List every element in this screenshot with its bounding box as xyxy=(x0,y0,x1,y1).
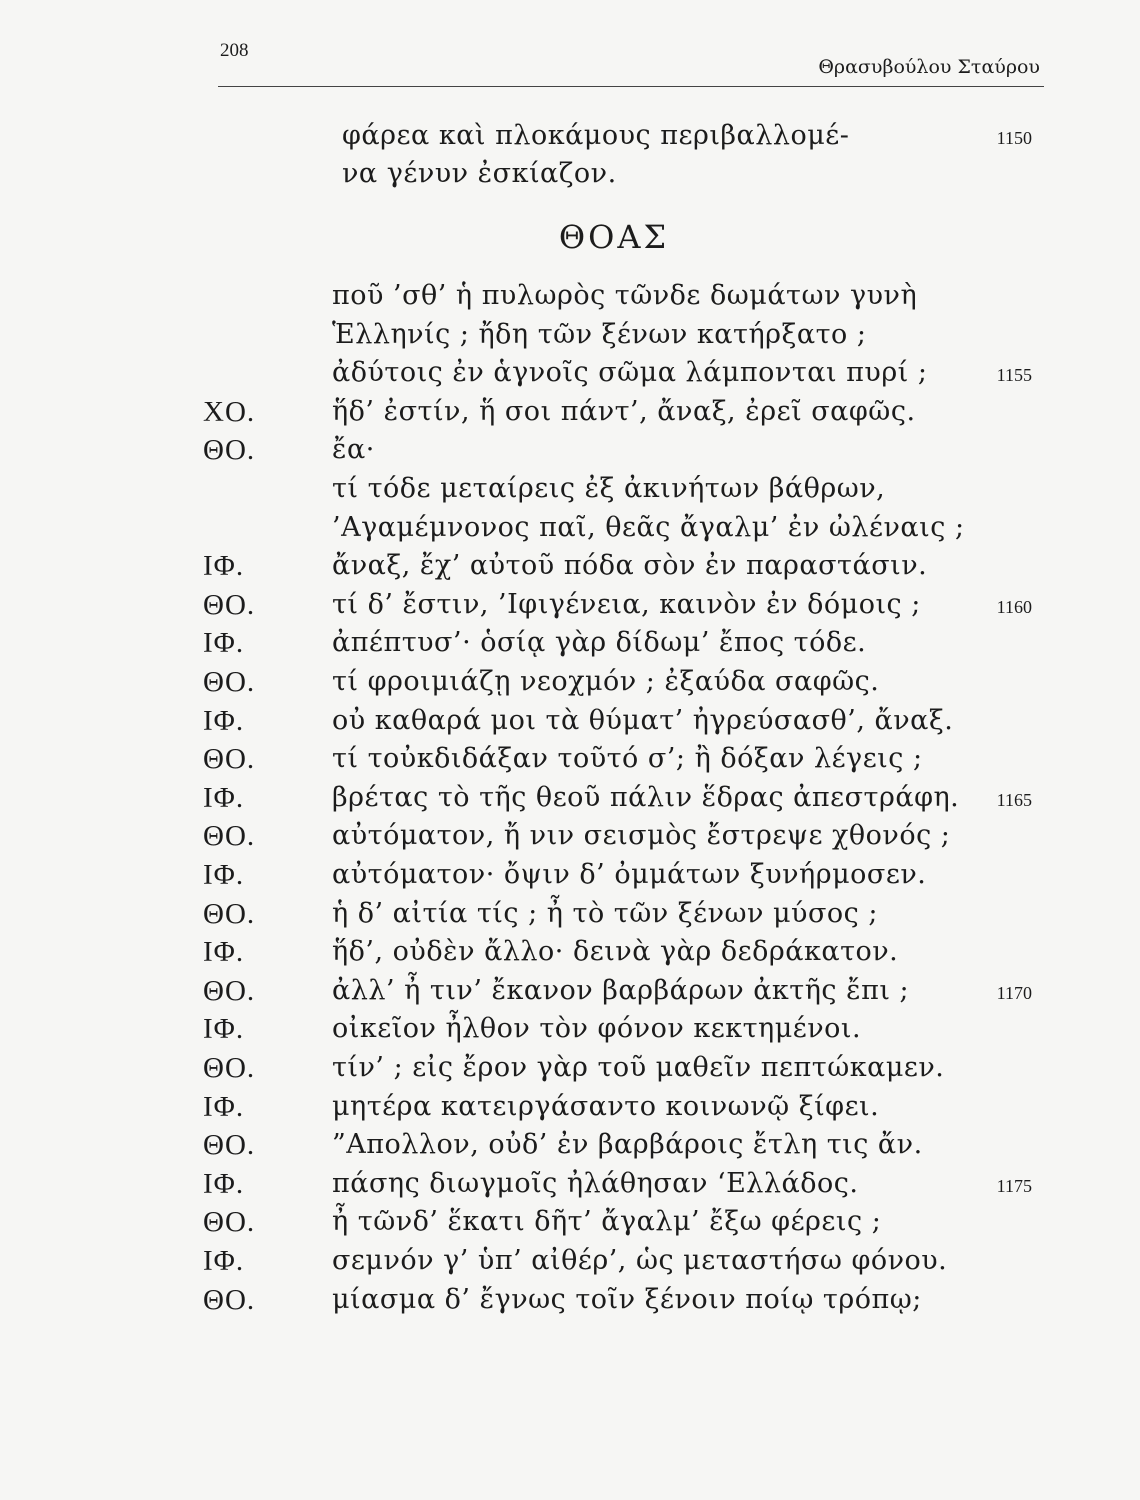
verse-line xyxy=(0,975,1140,1015)
speaker-label: ΘΟ. xyxy=(203,666,256,698)
verse-line xyxy=(0,1129,1140,1169)
verse-text: πάσης διωγμοῖς ἠλάθησαν ‘Ελλάδος. xyxy=(332,1167,859,1199)
character-heading: ΘΟΑΣ xyxy=(558,218,670,256)
header-rule xyxy=(218,86,1044,87)
speaker-label: ΙΦ. xyxy=(203,1090,245,1123)
speaker-label: ΙΦ. xyxy=(203,550,245,583)
verse-text: σεμνόν γ’ ὑπ’ αἰθέρ’, ὡς μεταστήσω φόνου. xyxy=(332,1245,948,1276)
speaker-label: ΘΟ. xyxy=(203,1129,256,1162)
verse-line xyxy=(0,1052,1140,1092)
verse-text: ἥδ’ ἐστίν, ἥ σοι πάντ’, ἄναξ, ἐρεῖ σαφῶς. xyxy=(332,395,916,427)
verse-line xyxy=(0,666,1140,706)
verse-text: βρέτας τὸ τῆς θεοῦ πάλιν ἕδρας ἀπεστράφη. xyxy=(332,781,960,813)
speaker-label: ΙΦ. xyxy=(203,859,245,891)
verse-text: ἡ δ’ αἰτία τίς ; ἦ τὸ τῶν ξένων μύσος ; xyxy=(332,897,878,929)
line-number: 1160 xyxy=(996,596,1032,617)
line-number: 1150 xyxy=(996,128,1032,148)
verse-text: ἥδ’, οὐδὲν ἄλλο· δεινὰ γὰρ δεδράκατον. xyxy=(332,936,899,968)
speaker-label: ΘΟ. xyxy=(203,1283,256,1316)
verse-text: τί φροιμιάζῃ νεοχμόν ; ἐξαύδα σαφῶς. xyxy=(332,666,880,697)
running-head: Θρασυβούλου Σταύρου xyxy=(818,56,1040,78)
verse-text: αὐτόματον· ὄψιν δ’ ὀμμάτων ξυνήρμοσεν. xyxy=(332,859,927,890)
verse-text: αὐτόματον, ἤ νιν σεισμὸς ἔστρεψε χθονός ; xyxy=(332,820,951,852)
verse-text: οἰκεῖον ἦλθον τὸν φόνον κεκτημένοι. xyxy=(332,1013,862,1045)
verse-line xyxy=(0,319,1140,359)
verse-line xyxy=(0,120,1140,160)
verse-text: ’Αγαμέμνονος παῖ, θεᾶς ἄγαλμ’ ἐν ὠλέναις ; xyxy=(332,511,965,543)
speaker-label: ΘΟ. xyxy=(203,820,256,853)
verse-text: ἦ τῶνδ’ ἕκατι δῆτ’ ἄγαλμ’ ἔξω φέρεις ; xyxy=(332,1206,882,1238)
verse-line xyxy=(0,280,1140,320)
verse-line xyxy=(0,743,1140,783)
speaker-label: ΘΟ. xyxy=(203,434,256,467)
speaker-label: ΙΦ. xyxy=(203,1245,245,1277)
speaker-label: ΧΟ. xyxy=(203,395,256,428)
verse-text: μητέρα κατειργάσαντο κοινωνῷ ξίφει. xyxy=(332,1090,880,1122)
verse-line xyxy=(0,1091,1140,1131)
speaker-label: ΘΟ. xyxy=(203,1206,256,1239)
verse-line xyxy=(0,705,1140,745)
verse-line xyxy=(0,1013,1140,1053)
speaker-label: ΘΟ. xyxy=(203,588,256,621)
line-number: 1165 xyxy=(996,789,1032,810)
speaker-label: ΙΦ. xyxy=(203,704,245,737)
verse-line xyxy=(0,1245,1140,1285)
verse-text: μίασμα δ’ ἔγνως τοῖν ξένοιν ποίῳ τρόπῳ; xyxy=(332,1283,922,1315)
verse-line xyxy=(0,1284,1140,1324)
speaker-label: ΙΦ. xyxy=(203,627,245,660)
speaker-label: ΘΟ. xyxy=(203,1052,256,1084)
line-number: 1155 xyxy=(996,365,1032,386)
verse-text: οὐ καθαρά μοι τὰ θύματ’ ἠγρεύσασθ’, ἄναξ. xyxy=(332,704,954,736)
verse-text: ἔα· xyxy=(332,434,375,466)
line-number: 1175 xyxy=(996,1175,1032,1196)
speaker-label: ΙΦ. xyxy=(203,936,245,969)
verse-text: ἀδύτοις ἐν ἁγνοῖς σῶμα λάμπονται πυρί ; xyxy=(332,357,928,389)
verse-text: Ἑλληνίς ; ἤδη τῶν ξένων κατήρξατο ; xyxy=(332,318,867,350)
line-number: 1170 xyxy=(996,982,1032,1003)
verse-line xyxy=(0,473,1140,513)
verse-line xyxy=(0,589,1140,629)
verse-text: τίν’ ; εἰς ἔρον γὰρ τοῦ μαθεῖν πεπτώκαμεν. xyxy=(332,1052,945,1083)
verse-line xyxy=(0,396,1140,436)
verse-line xyxy=(0,898,1140,938)
verse-line xyxy=(0,512,1140,552)
speaker-label: ΙΦ. xyxy=(203,1013,245,1046)
verse-text: τί τοὐκδιδάξαν τοῦτό σ’; ἢ δόξαν λέγεις ; xyxy=(332,743,923,775)
verse-line xyxy=(0,550,1140,590)
verse-text: να γένυν ἐσκίαζον. xyxy=(342,158,617,189)
verse-text: ἀλλ’ ἦ τιν’ ἔκανον βαρβάρων ἀκτῆς ἔπι ; xyxy=(332,974,910,1006)
page-number: 208 xyxy=(220,40,249,61)
verse-line xyxy=(0,357,1140,397)
verse-line xyxy=(0,859,1140,899)
page-header xyxy=(0,0,1140,100)
verse-line xyxy=(0,1168,1140,1208)
speaker-label: ΘΟ. xyxy=(203,897,256,930)
speaker-label: ΘΟ. xyxy=(203,743,256,776)
verse-line xyxy=(0,434,1140,474)
speaker-label: ΙΦ. xyxy=(203,781,245,814)
verse-line xyxy=(0,627,1140,667)
verse-text: ”Απολλον, οὐδ’ ἐν βαρβάροις ἔτλη τις ἄν. xyxy=(332,1129,923,1161)
verse-line xyxy=(0,782,1140,822)
speaker-label: ΙΦ. xyxy=(203,1167,245,1200)
verse-text: τί δ’ ἔστιν, ’Ιφιγένεια, καινὸν ἐν δόμοις ; xyxy=(332,588,921,620)
verse-line xyxy=(0,158,1140,198)
verse-text: ποῦ ’σθ’ ἡ πυλωρὸς τῶνδε δωμάτων γυνὴ xyxy=(332,280,918,311)
verse-line xyxy=(0,1206,1140,1246)
verse-text: ἀπέπτυσ’· ὁσίᾳ γὰρ δίδωμ’ ἔπος τόδε. xyxy=(332,627,867,659)
verse-line xyxy=(0,820,1140,860)
verse-line xyxy=(0,936,1140,976)
speaker-label: ΘΟ. xyxy=(203,974,256,1007)
verse-text: τί τόδε μεταίρεις ἐξ ἀκινήτων βάθρων, xyxy=(332,473,886,504)
verse-text: ἄναξ, ἔχ’ αὐτοῦ πόδα σὸν ἐν παραστάσιν. xyxy=(332,550,928,582)
verse-text: φάρεα καὶ πλοκάμους περιβαλλομέ- xyxy=(342,120,850,151)
